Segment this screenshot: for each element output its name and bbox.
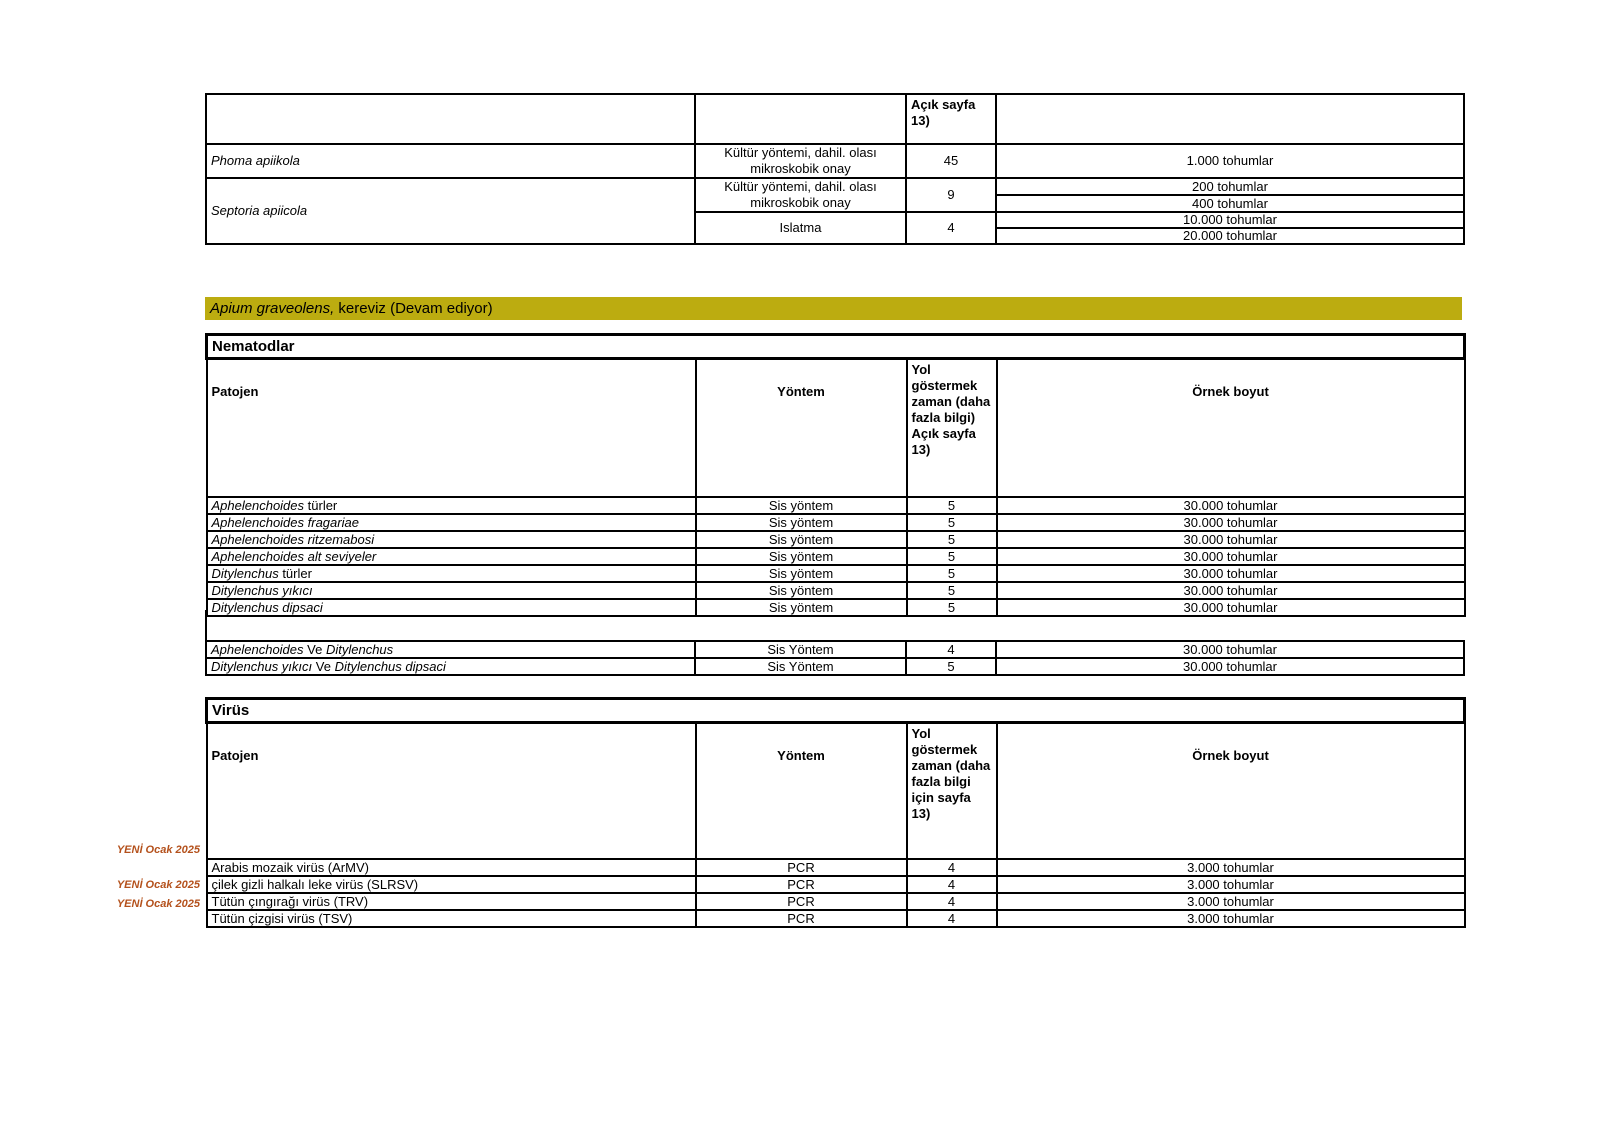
time-cell: 45: [906, 144, 996, 178]
sample-cell: 30.000 tohumlar: [997, 514, 1465, 531]
method-cell: Kültür yöntemi, dahil. olası mikroskobik onay: [695, 144, 906, 178]
method-cell: PCR: [696, 876, 907, 893]
virus-section-title: Virüs: [207, 699, 1465, 723]
method-cell: Kültür yöntemi, dahil. olası mikroskobik onay: [695, 178, 906, 212]
pathogen-name-plain-segment: Ve: [303, 642, 326, 657]
new-january-2025-label: YENİ Ocak 2025: [116, 844, 200, 856]
method-cell: Sis yöntem: [696, 548, 907, 565]
table-row: [207, 859, 1465, 876]
pathogen-cell: [207, 599, 696, 616]
sample-cell: 3.000 tohumlar: [997, 859, 1465, 876]
table-row: [207, 548, 1465, 565]
nematodes-header-row: [207, 359, 1465, 498]
time-cell: 5: [907, 565, 997, 582]
nematodes-section-title: Nematodlar: [207, 335, 1465, 359]
pathogen-name-italic-segment: Ditylenchus dipsaci: [334, 659, 446, 674]
method-column-header: Yöntem: [696, 359, 907, 498]
sample-cell: 30.000 tohumlar: [997, 548, 1465, 565]
pathogen-cell: çilek gizli halkalı leke virüs (SLRSV): [207, 876, 696, 893]
pathogen-cell: Phoma apiikola: [206, 144, 695, 178]
time-cell: 4: [907, 910, 997, 927]
method-cell: Sis yöntem: [696, 565, 907, 582]
time-cell: 5: [907, 531, 997, 548]
pathogen-column-header: Patojen: [207, 359, 696, 498]
sample-cell: 30.000 tohumlar: [997, 599, 1465, 616]
sample-column-header: Örnek boyut: [997, 359, 1465, 498]
septoria-row-1: [206, 178, 1464, 195]
pathogen-cell: [207, 548, 696, 565]
sample-cell: 3.000 tohumlar: [997, 876, 1465, 893]
time-cell: 5: [907, 514, 997, 531]
pathogen-cell: [207, 514, 696, 531]
pathogen-name-italic-segment: Aphelenchoides alt seviyeler: [211, 549, 377, 564]
sample-cell: 400 tohumlar: [996, 195, 1464, 212]
pathogen-cell: [206, 641, 695, 658]
pathogen-header-cell-empty: [206, 94, 695, 144]
time-cell: 4: [906, 212, 996, 244]
phoma-row: [206, 144, 1464, 178]
pathogen-cell: [207, 582, 696, 599]
table-row: [207, 910, 1465, 927]
virus-header-row: [207, 723, 1465, 860]
table-row: [207, 531, 1465, 548]
sample-cell: 30.000 tohumlar: [996, 641, 1464, 658]
pathogen-name-italic-segment: Aphelenchoides: [211, 498, 305, 513]
nematodes-section-row: [207, 335, 1465, 359]
pathogen-cell: Tütün çizgisi virüs (TSV): [207, 910, 696, 927]
table-row: [207, 876, 1465, 893]
sample-cell: 200 tohumlar: [996, 178, 1464, 195]
table-row: [206, 641, 1464, 658]
method-cell: Islatma: [695, 212, 906, 244]
time-cell: 5: [907, 548, 997, 565]
pathogen-name-plain-segment: türler: [304, 498, 338, 513]
method-cell: Sis yöntem: [696, 514, 907, 531]
pathogen-name-italic-segment: Ditylenchus: [211, 566, 279, 581]
method-column-header: Yöntem: [696, 723, 907, 860]
species-section-band: [205, 297, 1462, 320]
nematodes-combination-table: [205, 640, 1465, 676]
sample-cell: 30.000 tohumlar: [997, 497, 1465, 514]
pathogen-column-header: Patojen: [207, 723, 696, 860]
pathogen-cell: [207, 565, 696, 582]
virus-table: [205, 697, 1466, 928]
sample-cell: 3.000 tohumlar: [997, 910, 1465, 927]
method-cell: Sis yöntem: [696, 599, 907, 616]
species-common-name-label: kereviz (Devam ediyor): [334, 300, 493, 317]
sample-column-header: Örnek boyut: [997, 723, 1465, 860]
table-row: [207, 582, 1465, 599]
pathogen-name-italic-segment: Aphelenchoides ritzemabosi: [211, 532, 375, 547]
table-row: [207, 565, 1465, 582]
pathogen-cell: [207, 531, 696, 548]
method-cell: Sis Yöntem: [695, 641, 906, 658]
method-cell: Sis yöntem: [696, 582, 907, 599]
time-column-header: Yol göstermek zaman (daha fazla bilgi için sayfa 13): [907, 723, 997, 860]
pathogen-cell: [207, 497, 696, 514]
method-cell: Sis yöntem: [696, 497, 907, 514]
virus-section-row: [207, 699, 1465, 723]
table-row: [207, 514, 1465, 531]
empty-row-left-border: [205, 610, 217, 640]
table-row: [207, 497, 1465, 514]
time-cell: 4: [906, 641, 996, 658]
sample-cell: 30.000 tohumlar: [997, 565, 1465, 582]
sample-cell: 3.000 tohumlar: [997, 893, 1465, 910]
sample-cell: 1.000 tohumlar: [996, 144, 1464, 178]
pathogen-name-italic-segment: Ditylenchus yıkıcı: [211, 659, 313, 674]
pathogen-cell: Tütün çıngırağı virüs (TRV): [207, 893, 696, 910]
time-cell: 4: [907, 859, 997, 876]
pathogen-name-italic-segment: Aphelenchoides fragariae: [211, 515, 359, 530]
time-header-note-cell: Açık sayfa 13): [906, 94, 996, 144]
pathogen-name-plain-segment: Ve: [312, 659, 335, 674]
method-cell: Sis Yöntem: [695, 658, 906, 675]
time-cell: 4: [907, 893, 997, 910]
time-cell: 5: [907, 497, 997, 514]
nematodes-table: [205, 333, 1466, 617]
sample-header-cell-empty: [996, 94, 1464, 144]
sample-cell: 30.000 tohumlar: [997, 531, 1465, 548]
pathogen-cell: Septoria apiicola: [206, 178, 695, 244]
continuation-table: [205, 93, 1465, 245]
species-name-label: Apium graveolens,: [210, 300, 335, 317]
table-row: [206, 658, 1464, 675]
pathogen-name-italic-segment: Ditylenchus: [325, 642, 394, 657]
pathogen-cell: [206, 658, 695, 675]
sample-cell: 30.000 tohumlar: [996, 658, 1464, 675]
pathogen-name-italic-segment: Ditylenchus yıkıcı: [211, 583, 313, 598]
time-cell: 5: [907, 599, 997, 616]
method-cell: PCR: [696, 910, 907, 927]
table-row: [207, 893, 1465, 910]
time-column-header: Yol göstermek zaman (daha fazla bilgi) Açık sayfa 13): [907, 359, 997, 498]
new-january-2025-label: YENİ Ocak 2025: [116, 879, 200, 891]
new-january-2025-label: YENİ Ocak 2025: [116, 898, 200, 910]
method-cell: PCR: [696, 859, 907, 876]
method-cell: Sis yöntem: [696, 531, 907, 548]
table-row: [207, 599, 1465, 616]
time-cell: 4: [907, 876, 997, 893]
pathogen-name-italic-segment: Ditylenchus dipsaci: [211, 600, 323, 615]
sample-cell: 10.000 tohumlar: [996, 212, 1464, 228]
method-header-cell-empty: [695, 94, 906, 144]
sample-cell: 20.000 tohumlar: [996, 228, 1464, 244]
pathogen-name-italic-segment: Aphelenchoides: [211, 642, 304, 657]
pathogen-cell: Arabis mozaik virüs (ArMV): [207, 859, 696, 876]
method-cell: PCR: [696, 893, 907, 910]
pathogen-name-plain-segment: türler: [278, 566, 312, 581]
time-cell: 9: [906, 178, 996, 212]
time-cell: 5: [907, 582, 997, 599]
time-cell: 5: [906, 658, 996, 675]
sample-cell: 30.000 tohumlar: [997, 582, 1465, 599]
continuation-header-row: [206, 94, 1464, 144]
